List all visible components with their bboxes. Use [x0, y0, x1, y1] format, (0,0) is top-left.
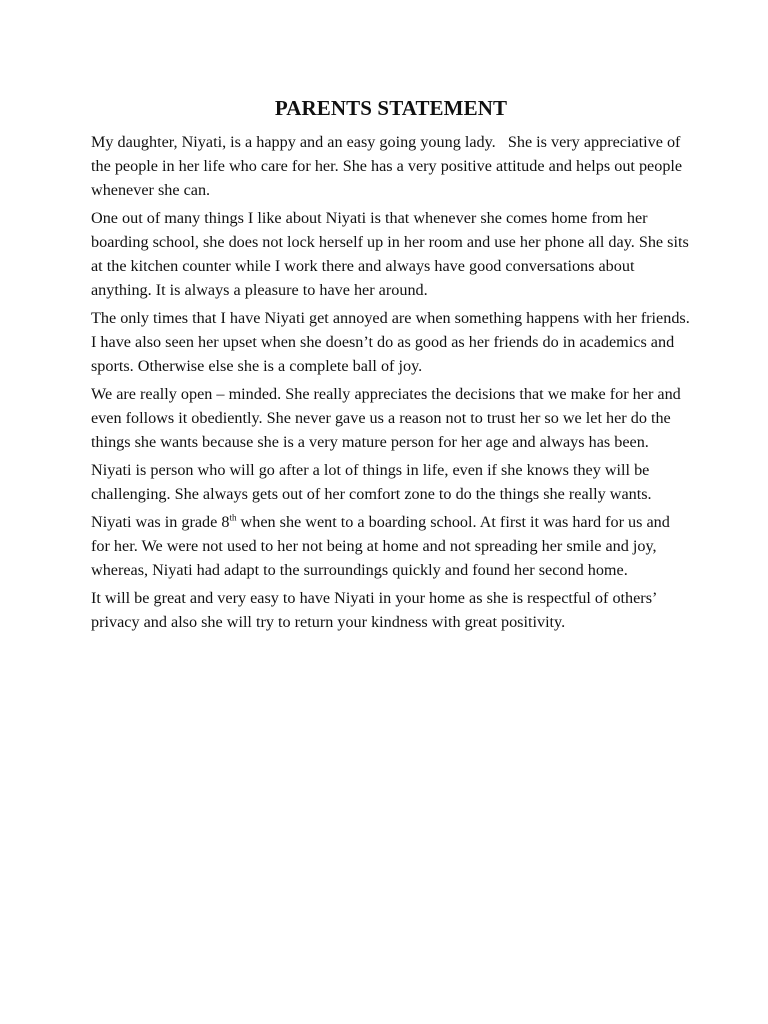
grade-superscript: th — [229, 512, 237, 523]
paragraph-boarding-school — [91, 510, 691, 582]
grade-text-after: when she went to a boarding school. At first it was hard for us and for her. We were not used to her not being at home and not spreading her smile and joy, whereas, Niyati had adapt to the surroundings quickly and found her second home. — [91, 513, 670, 579]
paragraph-ambition: Niyati is person who will go after a lot of things in life, even if she knows they will be challenging. She always gets out of her comfort zone to do the things she really wants. — [91, 461, 652, 503]
paragraph-closing: It will be great and very easy to have Niyati in your home as she is respectful of others’ privacy and also she will try to return your kindness with great positivity. — [91, 589, 657, 631]
document-page — [91, 94, 691, 638]
grade-text-before: Niyati was in grade 8 — [91, 513, 230, 531]
paragraph-intro: My daughter, Niyati, is a happy and an easy going young lady. She is very appreciative of the people in her life who care for her. She has a very positive attitude and helps out people whenever she can. — [91, 133, 683, 199]
paragraph-home-visits: One out of many things I like about Niyati is that whenever she comes home from her boarding school, she does not lock herself up in her room and use her phone all day. She sits at the kitchen counter while I work there and always have good conversations about anything. It is always a pleasure to have her around. — [91, 209, 689, 299]
paragraph-open-minded: We are really open – minded. She really appreciates the decisions that we make for her and even follows it obediently. She never gave us a reason not to trust her so we let her do the things she wants because she is a very mature person for her age and always has been. — [91, 385, 681, 451]
document-title: PARENTS STATEMENT — [274, 96, 508, 120]
paragraph-annoyances: The only times that I have Niyati get annoyed are when something happens with her friends. I have also seen her upset when she doesn’t do as good as her friends do in academics and sports. Otherwise else she is a complete ball of joy. — [91, 309, 690, 375]
